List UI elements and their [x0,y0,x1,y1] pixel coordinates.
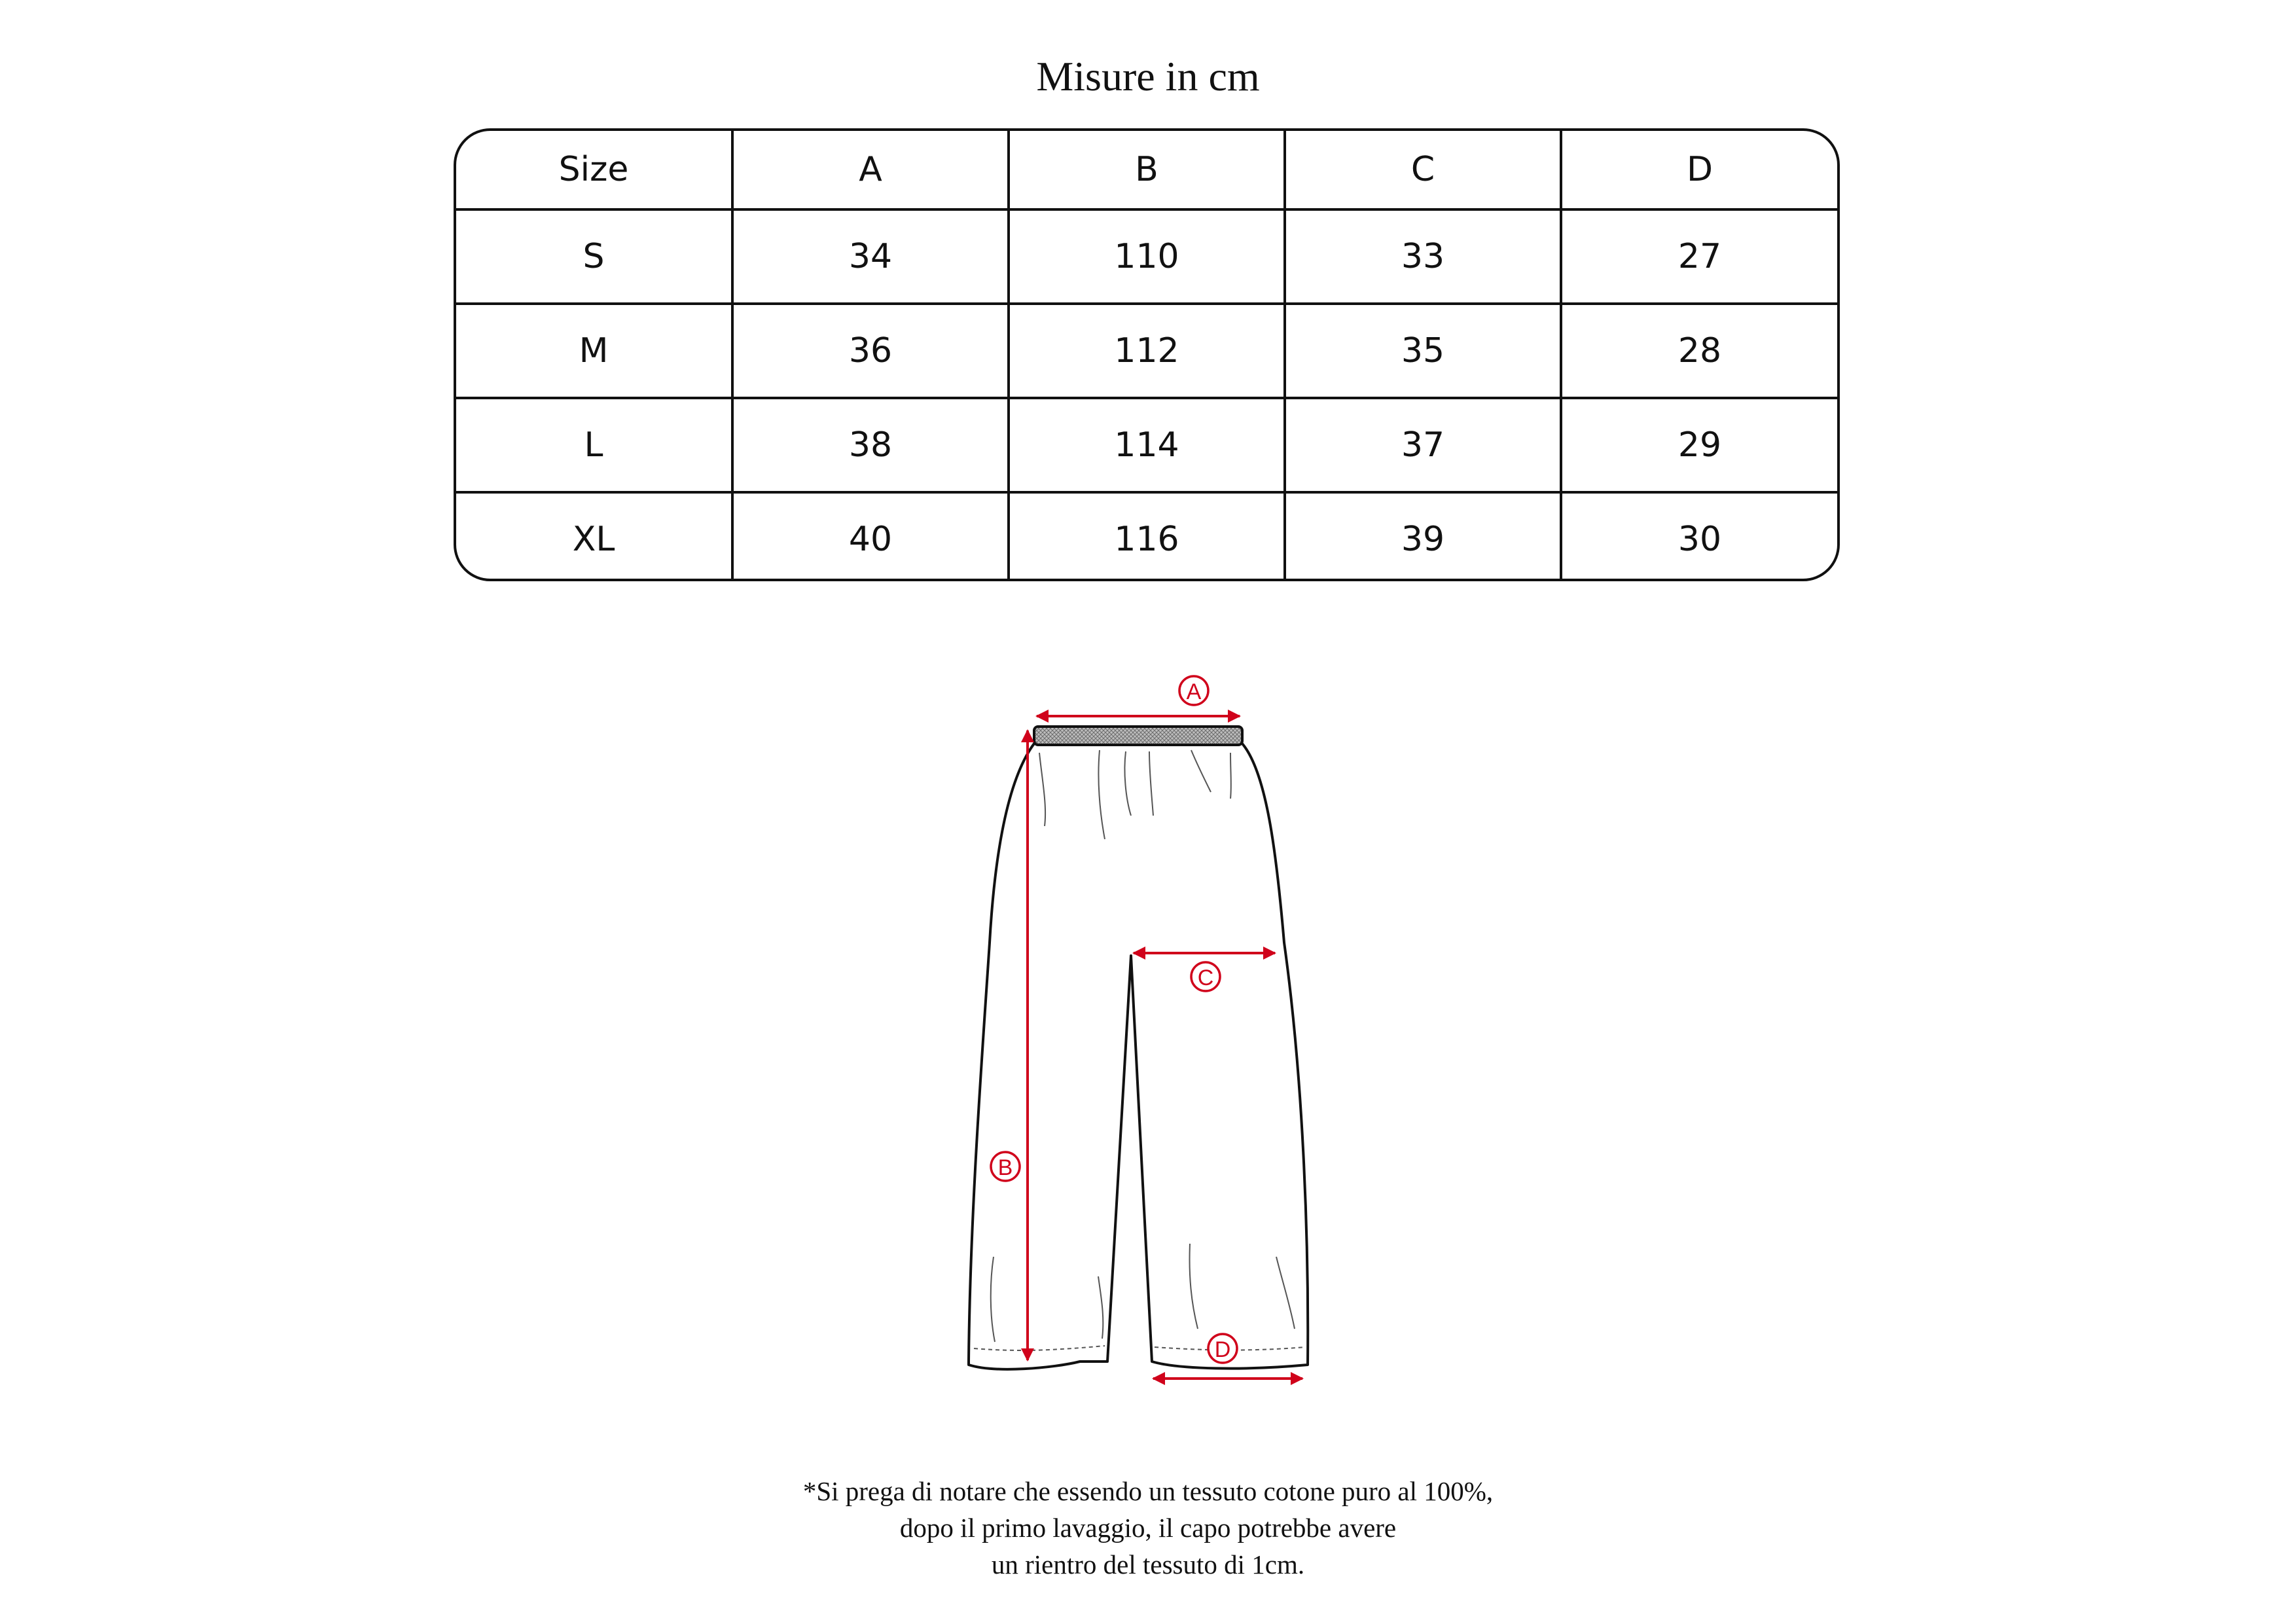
table-cell: 112 [1009,304,1285,398]
table-cell: L [456,398,732,492]
table-row [456,304,1837,398]
svg-text:C: C [1197,965,1214,990]
table-cell: 37 [1285,398,1561,492]
table-cell: 29 [1561,398,1837,492]
table-cell: XL [456,492,732,581]
table-cell: S [456,209,732,304]
table-cell: 38 [732,398,1009,492]
svg-text:D: D [1214,1337,1231,1362]
marker-d [1208,1334,1237,1363]
table-row [456,492,1837,581]
table-cell: 28 [1561,304,1837,398]
table-cell: 27 [1561,209,1837,304]
care-note-line: *Si prega di notare che essendo un tessuto cotone puro al 100%, [802,1476,1494,1506]
pants-outline [969,744,1308,1369]
table-cell: 114 [1009,398,1285,492]
table-header-cell: C [1285,131,1561,209]
care-note-line: un rientro del tessuto di 1cm. [991,1549,1305,1579]
marker-a [1179,676,1208,705]
marker-b [991,1152,1020,1181]
marker-c [1191,962,1220,991]
table-cell: 110 [1009,209,1285,304]
table-row [456,209,1837,304]
table-cell: 36 [732,304,1009,398]
table-header-row [456,131,1837,209]
waistband [1034,727,1242,745]
table-cell: 34 [732,209,1009,304]
care-note [0,1473,2296,1583]
page-title: Misure in cm [1036,53,1260,99]
table-row [456,398,1837,492]
table-header-cell: B [1009,131,1285,209]
size-table [454,128,1840,581]
table-cell: 33 [1285,209,1561,304]
svg-text:B: B [997,1155,1013,1180]
table-cell: M [456,304,732,398]
table-cell: 39 [1285,492,1561,581]
table-cell: 30 [1561,492,1837,581]
table-cell: 116 [1009,492,1285,581]
svg-text:A: A [1186,679,1202,704]
table-cell: 40 [732,492,1009,581]
table-header-cell: Size [456,131,732,209]
care-note-line: dopo il primo lavaggio, il capo potrebbe avere [899,1513,1397,1543]
table-header-cell: A [732,131,1009,209]
pants-measurement-diagram [916,655,1374,1407]
table-header-cell: D [1561,131,1837,209]
table-cell: 35 [1285,304,1561,398]
